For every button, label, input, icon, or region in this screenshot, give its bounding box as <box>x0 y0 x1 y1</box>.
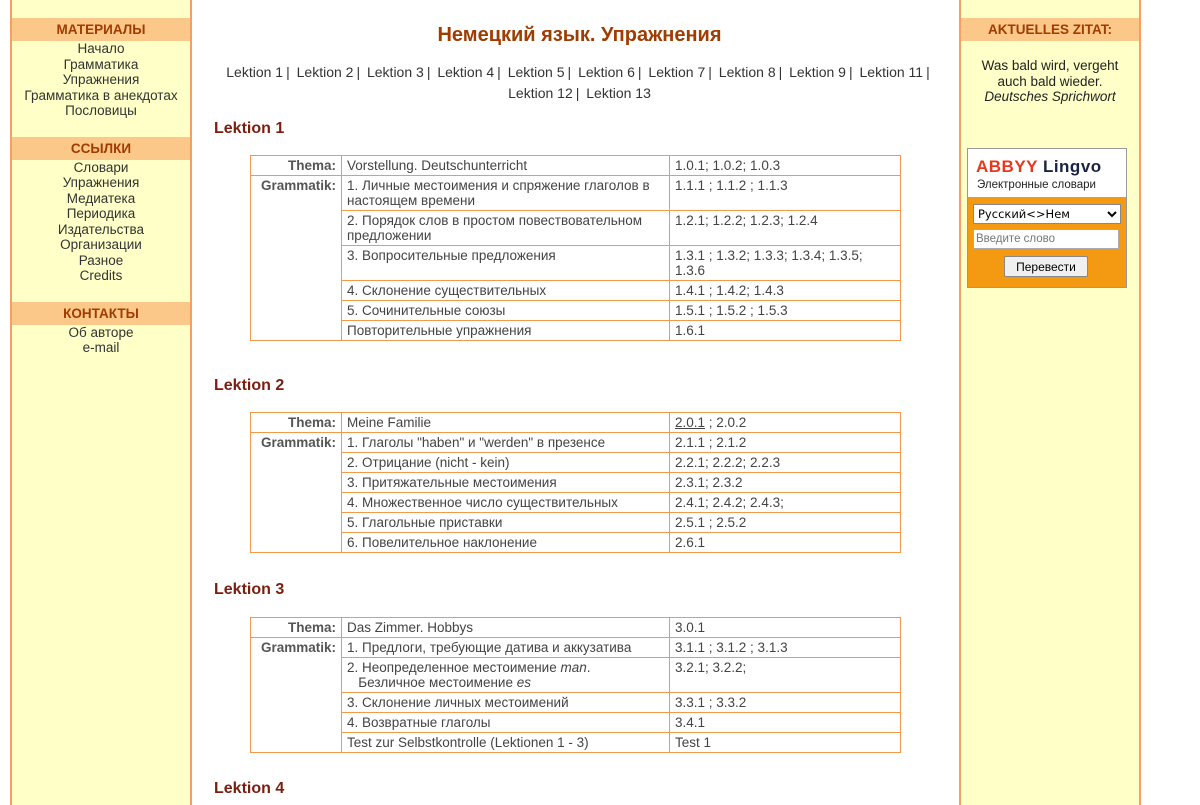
table-row <box>251 246 901 281</box>
lesson-link[interactable]: Lektion 6 <box>578 64 635 80</box>
menu-item-grammar[interactable]: Грамматика <box>63 56 139 72</box>
left-sidebar <box>10 0 192 805</box>
exercise-ref[interactable]: 1.0.1; 1.0.2; 1.0.3 <box>670 156 901 176</box>
lesson-nav: Lektion 1 | Lektion 2 | Lektion 3 | Lektion 4 | Lektion 5 | Lektion 6 | Lektion 7 | Lektion 8 | Lektion 9 | Lektion 11 | Lektion 12 | Lektion 13 <box>226 64 930 101</box>
lesson-heading-2: Lektion 2 <box>214 377 285 394</box>
lesson-link[interactable]: Lektion 9 <box>789 64 846 80</box>
word-input[interactable] <box>973 229 1119 249</box>
thema-label: Thema: <box>251 156 342 176</box>
thema-text: Vorstellung. Deutschunterricht <box>342 156 670 176</box>
exercise-ref[interactable]: 2.1.1 ; 2.1.2 <box>670 433 901 453</box>
table-row <box>251 493 901 513</box>
exercise-ref[interactable]: 3.2.1; 3.2.2; <box>670 658 901 693</box>
links-heading: ССЫЛКИ <box>12 137 190 160</box>
table-row <box>251 658 901 693</box>
grammar-topic: 3. Вопросительные предложения <box>342 246 670 281</box>
page-title: Немецкий язык. Упражнения <box>437 24 722 46</box>
materials-menu <box>12 41 190 119</box>
menu-item-credits[interactable]: Credits <box>79 268 123 283</box>
lesson-table-2 <box>250 412 901 553</box>
grammar-topic: 5. Глагольные приставки <box>342 513 670 533</box>
exercise-ref[interactable]: 3.0.1 <box>670 618 901 638</box>
translate-panel <box>968 197 1126 287</box>
grammatik-label: Grammatik: <box>251 176 342 341</box>
contacts-heading: КОНТАКТЫ <box>12 302 190 325</box>
exercise-ref[interactable]: 2.5.1 ; 2.5.2 <box>670 513 901 533</box>
language-select[interactable] <box>973 204 1121 224</box>
lesson-link[interactable]: Lektion 5 <box>507 64 565 80</box>
grammar-topic: 4. Склонение существительных <box>342 281 670 301</box>
exercise-ref <box>670 413 901 433</box>
exercise-ref-rest[interactable]: ; 2.0.2 <box>705 415 747 430</box>
lesson-link[interactable]: Lektion 11 <box>859 64 924 80</box>
grammar-topic: 1. Личные местоимения и спряжение глаголов в настоящем времени <box>342 176 670 211</box>
lesson-link[interactable]: Lektion 7 <box>648 64 706 80</box>
quote-box <box>961 58 1139 105</box>
quote-line: Was bald wird, vergeht <box>981 58 1119 73</box>
menu-item-email[interactable]: e-mail <box>82 340 120 355</box>
table-row <box>251 453 901 473</box>
exercise-ref[interactable]: 1.5.1 ; 1.5.2 ; 1.5.3 <box>670 301 901 321</box>
lesson-link[interactable]: Lektion 8 <box>718 64 776 80</box>
menu-item-media[interactable]: Медиатека <box>66 190 136 206</box>
exercise-ref[interactable]: 3.1.1 ; 3.1.2 ; 3.1.3 <box>670 638 901 658</box>
table-row <box>251 176 901 211</box>
grammar-topic: 2. Неопределенное местоимение man. Безличное местоимение es <box>342 658 670 693</box>
exercise-ref[interactable]: 2.6.1 <box>670 533 901 553</box>
exercise-ref[interactable]: 1.1.1 ; 1.1.2 ; 1.1.3 <box>670 176 901 211</box>
menu-item-start[interactable]: Начало <box>77 41 125 56</box>
grammar-topic: Повторительные упражнения <box>342 321 670 341</box>
quote-line: auch bald wieder. <box>997 73 1103 89</box>
table-row <box>251 281 901 301</box>
table-row <box>251 638 901 658</box>
lesson-link[interactable]: Lektion 3 <box>366 64 424 80</box>
exercise-ref[interactable]: 1.4.1 ; 1.4.2; 1.4.3 <box>670 281 901 301</box>
menu-item-organizations[interactable]: Организации <box>60 237 142 252</box>
table-row <box>251 618 901 638</box>
table-row <box>251 533 901 553</box>
table-row <box>251 301 901 321</box>
exercise-ref[interactable]: 3.3.1 ; 3.3.2 <box>670 693 901 713</box>
quote-heading: AKTUELLES ZITAT: <box>961 18 1139 41</box>
main-content <box>212 0 947 797</box>
abbyy-logo: ABBYY Lingvo <box>976 157 1102 176</box>
menu-item-grammar-jokes[interactable]: Грамматика в анекдотах <box>24 87 178 103</box>
quote-author: Deutsches Sprichwort <box>984 89 1116 104</box>
table-row <box>251 473 901 493</box>
table-row <box>251 513 901 533</box>
lesson-link[interactable]: Lektion 13 <box>586 85 651 101</box>
grammar-topic: 4. Возвратные глаголы <box>342 713 670 733</box>
menu-item-proverbs[interactable]: Пословицы <box>65 103 137 118</box>
grammar-topic: Test zur Selbstkontrolle (Lektionen 1 - 3) <box>342 733 670 753</box>
exercise-ref[interactable]: 2.4.1; 2.4.2; 2.4.3; <box>670 493 901 513</box>
menu-item-exercises-links[interactable]: Упражнения <box>62 175 140 190</box>
exercise-link[interactable]: 2.0.1 <box>675 415 706 430</box>
grammar-topic: 3. Притяжательные местоимения <box>342 473 670 493</box>
grammar-topic: 1. Глаголы "haben" и "werden" в презенсе <box>342 433 670 453</box>
grammar-topic: 5. Сочинительные союзы <box>342 301 670 321</box>
thema-label: Thema: <box>251 413 342 433</box>
lesson-link[interactable]: Lektion 1 <box>226 64 284 80</box>
menu-item-about-author[interactable]: Об авторе <box>68 324 134 340</box>
exercise-ref[interactable]: Test 1 <box>670 733 901 753</box>
lesson-table-3 <box>250 617 901 753</box>
table-row <box>251 713 901 733</box>
table-row <box>251 211 901 246</box>
exercise-ref[interactable]: 1.3.1 ; 1.3.2; 1.3.3; 1.3.4; 1.3.5; 1.3.6 <box>670 246 901 281</box>
lesson-heading-4: Lektion 4 <box>214 780 285 797</box>
lesson-link[interactable]: Lektion 2 <box>296 64 354 80</box>
menu-item-dictionaries[interactable]: Словари <box>73 159 129 175</box>
contacts-menu <box>12 325 190 356</box>
grammatik-label: Grammatik: <box>251 638 342 753</box>
exercise-ref[interactable]: 3.4.1 <box>670 713 901 733</box>
table-row <box>251 733 901 753</box>
abbyy-lingvo-widget <box>967 148 1127 288</box>
grammar-topic: 2. Отрицание (nicht - kein) <box>342 453 670 473</box>
table-row <box>251 321 901 341</box>
exercise-ref[interactable]: 2.2.1; 2.2.2; 2.2.3 <box>670 453 901 473</box>
translate-button[interactable]: Перевести <box>1004 256 1088 277</box>
menu-item-exercises[interactable]: Упражнения <box>62 72 140 87</box>
exercise-ref[interactable]: 1.2.1; 1.2.2; 1.2.3; 1.2.4 <box>670 211 901 246</box>
thema-text: Meine Familie <box>342 413 670 433</box>
materials-heading: МАТЕРИАЛЫ <box>12 18 190 41</box>
grammar-topic: 2. Порядок слов в простом повествовательном предложении <box>342 211 670 246</box>
grammar-topic: 4. Множественное число существительных <box>342 493 670 513</box>
menu-item-misc[interactable]: Разное <box>78 252 124 268</box>
table-row <box>251 156 901 176</box>
grammatik-label: Grammatik: <box>251 433 342 553</box>
lesson-heading-1: Lektion 1 <box>214 120 285 137</box>
table-row <box>251 693 901 713</box>
grammar-topic: 6. Повелительное наклонение <box>342 533 670 553</box>
lesson-table-1 <box>250 155 901 341</box>
table-row <box>251 413 901 433</box>
exercise-ref[interactable]: 2.3.1; 2.3.2 <box>670 473 901 493</box>
grammar-topic: 3. Склонение личных местоимений <box>342 693 670 713</box>
table-row <box>251 433 901 453</box>
menu-item-periodicals[interactable]: Периодика <box>66 206 136 221</box>
lesson-link[interactable]: Lektion 4 <box>437 64 495 80</box>
links-menu <box>12 160 190 284</box>
thema-text: Das Zimmer. Hobbys <box>342 618 670 638</box>
abbyy-subtitle: Электронные словари <box>977 179 1096 191</box>
exercise-ref[interactable]: 1.6.1 <box>670 321 901 341</box>
lesson-heading-3: Lektion 3 <box>214 581 285 598</box>
thema-label: Thema: <box>251 618 342 638</box>
grammar-topic: 1. Предлоги, требующие датива и аккузатива <box>342 638 670 658</box>
menu-item-publishers[interactable]: Издательства <box>57 221 145 237</box>
right-sidebar <box>959 0 1141 805</box>
lesson-link[interactable]: Lektion 12 <box>508 85 573 101</box>
